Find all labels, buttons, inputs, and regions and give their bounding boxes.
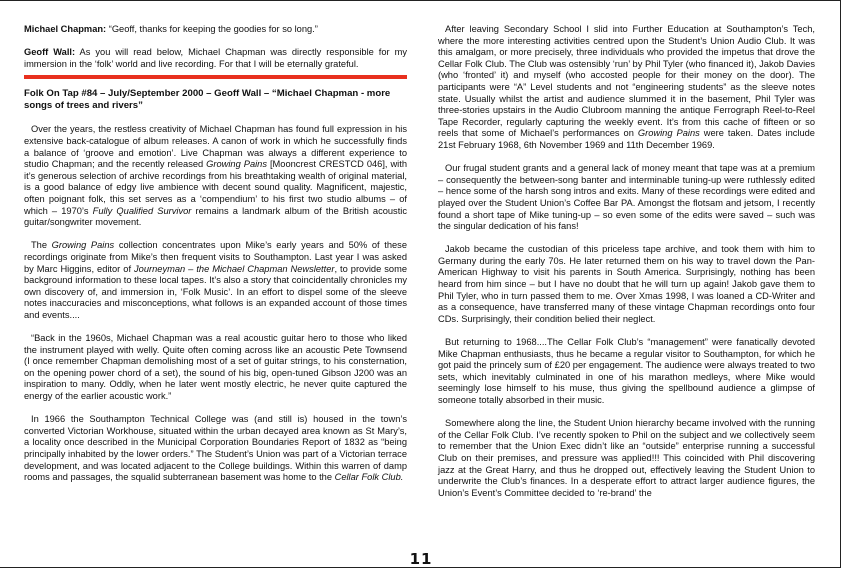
text-run: Over the years, the restless creativity of Michael Chapman has found full expression in his extensive back-catalogue of album releases. A canon of work in which he successfully finds a balance of ‘groove and emotion’. Live Chapman was always a different experience to studio Chapman; and the recently released (24, 124, 407, 170)
album-title: Growing Pains (206, 159, 267, 170)
text-run: collection concentrates upon Mike’s early years and 50% of these recordings originate from Mike’s then frequent visits to Southampton. Last year I was asked by Marc Higgins, editor of (24, 240, 407, 274)
reply-text: As you will read below, Michael Chapman was directly responsible for my immersion in the ‘folk’ world and live recording. For that I will be eternally grateful. (24, 47, 407, 69)
intro-reply (24, 47, 407, 70)
text-run: The (31, 240, 52, 251)
speaker-name: Geoff Wall: (24, 47, 76, 58)
speaker-name: Michael Chapman: (24, 24, 107, 34)
paragraph: Somewhere along the line, the Student Union hierarchy became involved with the running of the Cellar Folk Club. I’ve recently spoken to Phil on the subject and we collectively seem to remember that the Union Exec didn’t like an “outside” enterprise running a successful Club on their premises, and pressure was applied!!! This coincided with Phil discovering jazz at the Great Harry, and thus he dropped out, effectively leaving the Student Union to underwrite the Club’s finances. In a desperate effort to attract larger audience figures, the Union’s Event’s Committee decided to ‘re-brand’ the (438, 418, 815, 498)
left-column (24, 24, 407, 495)
text-run: were taken. Dates include 21st February 1968, 6th November 1969 and 11th December 1969. (438, 128, 815, 150)
text-run: , to provide some background information to these local tapes. It’s also a story that coincidentally chronicles my own discovery of, and immersion in, ‘Folk Music’. In an effort to dispel some of the sleeve notes inaccuracies and misconceptions, what follows is an expanded account of those times and events.... (24, 263, 407, 320)
text-run: After leaving Secondary School I slid into Further Education at Southampton’s Tech, where the more interesting activities centred upon the Student’s Union Audio Club. It was this amalgam, or more precisely, three individuals who provided the impetus that drove the Cellar Folk Club. The Club was ostensibly ‘run’ by Phil Tyler (who financed it), Jakob Davies (who ‘fronted’ it) and myself (who accosted people for their money on the door). The participants were “A” Level students and not “engineering students” as the sleeve notes state. Usually whilst the artist and audience slummed it in the basement, Phil Tyler was three-stories upstairs in the Audio Clubroom manning the antique Ferrograph Reel-to-Reel Tape Recorder, regularly capturing the weekly event. It’s from this cache of fifteen or so reels that some of Michael’s performances on (438, 24, 815, 139)
page-number: 11 (409, 550, 433, 568)
paragraph (24, 240, 407, 321)
album-title: Growing Pains (637, 128, 700, 139)
text-run: remains a landmark album of the British acoustic guitar/songwriter movement. (24, 205, 408, 228)
newsletter-title: Journeyman – the Michael Chapman Newsletter (134, 263, 335, 274)
text-run: [Mooncrest CRESTCD 046], with it’s generous selection of archive recordings from his breathtaking wealth of original material, is a good balance of edgy live ambience with decent sound quality. Magnificent, majestic, often poignant folk, this set serves as a ‘compendium’ to his first two studio albums – of which – 1970’s (24, 159, 407, 216)
paragraph (24, 414, 407, 484)
paragraph: Our frugal student grants and a general lack of money meant that tape was at a premium – consequently the between-song banter and interminable tuning-up were ruthlessly edited – hence some of the harsh song intros and exits. Many of these recordings were edited and played over the Student Union’s Coffee Bar PA. Amongst the flotsam and jetsom, I recently found a short tape of Mike tuning-up – so even some of the edits were saved – such was the singular dedication of his fans! (438, 163, 815, 232)
intro-quote (24, 24, 407, 36)
album-title: Fully Qualified Survivor (92, 205, 192, 216)
text-run: In 1966 the Southampton Technical College was (and still is) housed in the town’s converted Victorian Workhouse, situated within the urban decayed area known as St Mary’s, a locality once described in the Municipal Corporation Boundaries Report of 1832 as “being principally inhabited by the lower orders.” The Student’s Union was part of a Victorian terrace development, and was located adjacent to the College buildings. Within this warren of damp rooms and passages, the squalid subterranean basement was home to the (24, 414, 407, 483)
paragraph (24, 124, 407, 228)
article-heading: Folk On Tap #84 – July/September 2000 – Geoff Wall – “Michael Chapman - more songs of trees and rivers” (24, 88, 391, 112)
right-column (438, 24, 815, 511)
quote-text: “Geoff, thanks for keeping the goodies for so long.” (106, 24, 318, 34)
club-name: Cellar Folk Club. (334, 472, 404, 483)
red-divider (24, 75, 407, 79)
album-title: Growing Pains (51, 240, 115, 251)
paragraph: “Back in the 1960s, Michael Chapman was a real acoustic guitar hero to those who liked the instrument played with welly. Quite often coming across like an acoustic Pete Townsend (I once remember Chapman demolishing most of a set of guitar strings, to his consternation, on the opening power chord of a set), the sound of his big, open-tuned Gibson J200 was an inspiration to many. Oddly, when he later went mostly electric, he never quite captured the energy of the earlier acoustic work.” (24, 333, 407, 402)
paragraph: Jakob became the custodian of this priceless tape archive, and took them with him to Germany during the early 70s. He later returned them on his way to travel down the Pan-American Highway to visit his parents in South America. Surprisingly, nothing has been heard from him since – but I have no doubt that he will turn up again! Jakob gave them to Phil Tyler, who in turn passed them to me. Over Xmas 1998, I was loaned a CD-Writer and as a consequence, have transferred many of these vintage Chapman recordings onto four CDs. Surprisingly, their condition belied their neglect. (438, 244, 815, 324)
paragraph (438, 24, 815, 152)
paragraph: But returning to 1968....The Cellar Folk Club’s “management” were fanatically devoted Mike Chapman enthusiasts, thus he became a regular visitor to Southampton, for which he got paid the princely sum of £20 per engagement. The audience were always treated to two sets, which inevitably culminated in one of his marathon medleys, where Mike would seemingly lose himself to his muse, thus giving the spellbound audience a glimpse of someone totally absorbed in their music. (438, 337, 815, 405)
